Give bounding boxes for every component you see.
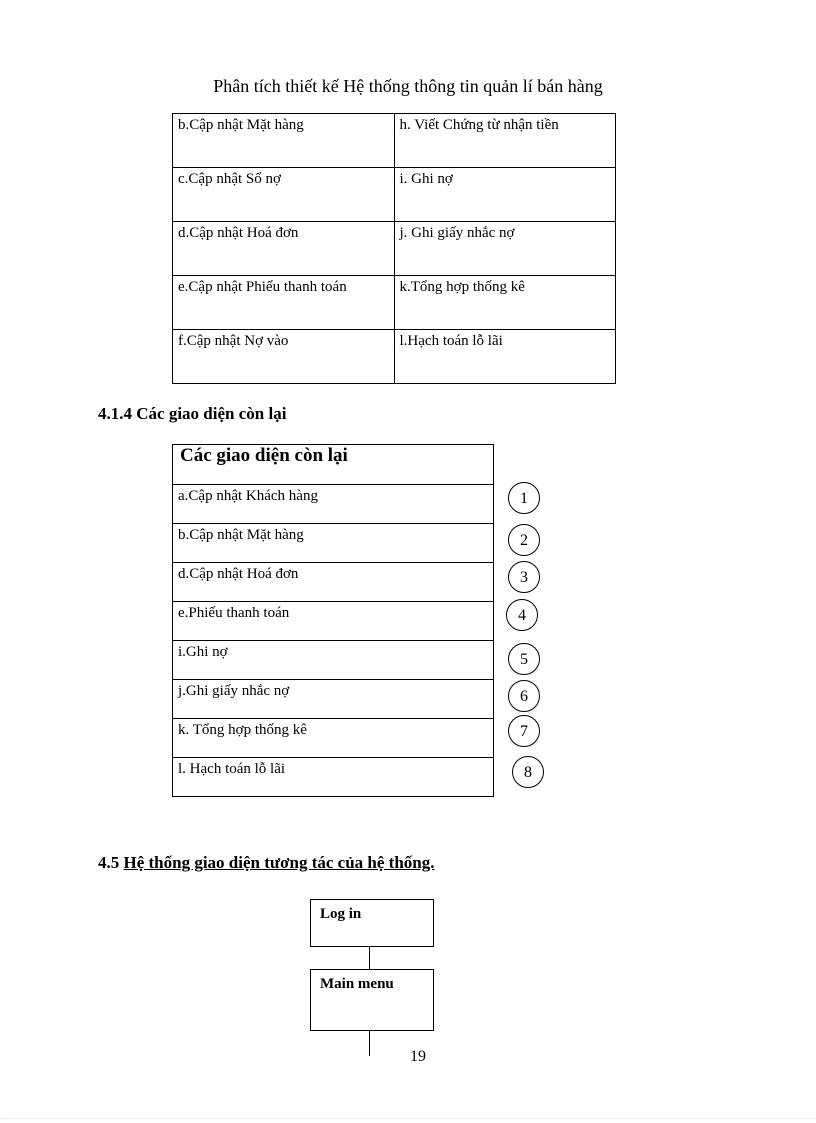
number-circle: 2 — [508, 524, 540, 556]
table-cell: k. Tổng hợp thống kê — [173, 719, 494, 758]
table-cell: i.Ghi nợ — [173, 641, 494, 680]
table-cell: j. Ghi giấy nhắc nợ — [394, 222, 616, 276]
table-cell: h. Viết Chứng từ nhận tiền — [394, 114, 616, 168]
table-cell: i. Ghi nợ — [394, 168, 616, 222]
table-cell: l.Hạch toán lỗ lãi — [394, 330, 616, 384]
table-row — [173, 758, 494, 797]
number-circle: 1 — [508, 482, 540, 514]
page-number: 19 — [410, 1048, 426, 1065]
table-cell: d.Cập nhật Hoá đơn — [173, 563, 494, 602]
table-cell: d.Cập nhật Hoá đơn — [173, 222, 395, 276]
table-header: Các giao diện còn lại — [173, 445, 494, 485]
section-number: 4.5 — [98, 853, 124, 872]
table-row — [173, 680, 494, 719]
table-row — [173, 222, 616, 276]
page-header: Phân tích thiết kế Hệ thống thông tin quản lí bán hàng — [213, 76, 603, 96]
table-cell: l. Hạch toán lỗ lãi — [173, 758, 494, 797]
table-row — [173, 641, 494, 680]
number-circle: 3 — [508, 561, 540, 593]
function-table — [172, 113, 616, 384]
table-header-row — [173, 445, 494, 485]
remaining-interfaces-table — [172, 444, 494, 797]
table-cell: b.Cập nhật Mặt hàng — [173, 524, 494, 563]
table-row — [173, 276, 616, 330]
number-circle: 5 — [508, 643, 540, 675]
table-cell: c.Cập nhật Sổ nợ — [173, 168, 395, 222]
number-circle: 7 — [508, 715, 540, 747]
number-circle: 8 — [512, 756, 544, 788]
table-row — [173, 330, 616, 384]
table-row — [173, 485, 494, 524]
page-divider — [0, 1118, 816, 1119]
table-cell: b.Cập nhật Mặt hàng — [173, 114, 395, 168]
main-menu-box: Main menu — [310, 969, 434, 1031]
login-box: Log in — [310, 899, 434, 947]
table-row — [173, 168, 616, 222]
section-title: Hệ thống giao diện tương tác của hệ thống. — [123, 853, 435, 872]
table-row — [173, 719, 494, 758]
number-circle: 4 — [506, 599, 538, 631]
section-heading: 4.1.4 Các giao diện còn lại — [98, 404, 287, 423]
table-cell: k.Tổng hợp thống kê — [394, 276, 616, 330]
table-cell: a.Cập nhật Khách hàng — [173, 485, 494, 524]
section-heading — [98, 853, 435, 873]
table-cell: e.Cập nhật Phiếu thanh toán — [173, 276, 395, 330]
connector-line — [369, 947, 370, 969]
table-cell: j.Ghi giấy nhắc nợ — [173, 680, 494, 719]
table-row — [173, 563, 494, 602]
table-cell: f.Cập nhật Nợ vào — [173, 330, 395, 384]
table-cell: e.Phiếu thanh toán — [173, 602, 494, 641]
table-row — [173, 602, 494, 641]
number-circle: 6 — [508, 680, 540, 712]
table-row — [173, 524, 494, 563]
table-row — [173, 114, 616, 168]
